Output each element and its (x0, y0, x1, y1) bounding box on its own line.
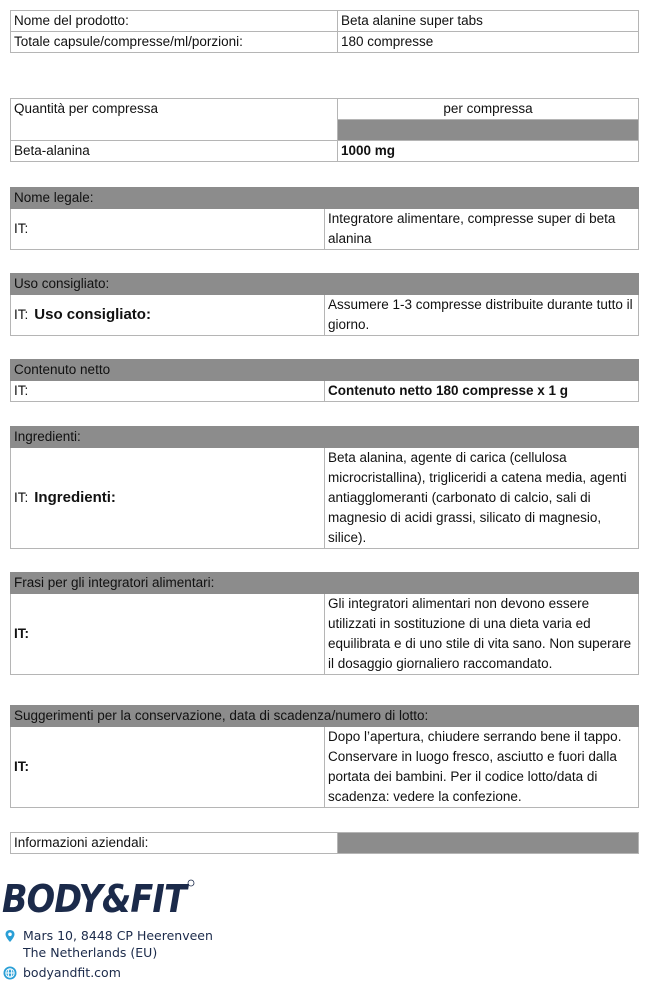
address-line1: Mars 10, 8448 CP Heerenveen (23, 928, 213, 943)
ingredients-title: Ingredienti: (11, 427, 639, 448)
usage-text: Assumere 1-3 compresse distribuite durante tutto il giorno. (325, 295, 639, 336)
ingredients-lang: IT: (14, 490, 29, 505)
storage-section (10, 705, 639, 808)
total-value: 180 compresse (338, 32, 639, 53)
company-section (10, 832, 639, 854)
ingredient-name: Beta-alanina (11, 141, 338, 162)
nutrition-header-left: Quantità per compressa (11, 99, 338, 141)
storage-text: Dopo l’apertura, chiudere serrando bene il tappo. Conservare in luogo fresco, asciutto e fuori dalla portata dei bambini. Per il codice lotto/data di scadenza: vedere la confezione. (325, 727, 639, 808)
total-label: Totale capsule/compresse/ml/porzioni: (11, 32, 338, 53)
ingredient-amount: 1000 mg (338, 141, 639, 162)
nutrition-header-grey (338, 120, 639, 141)
legal-name-text: Integratore alimentare, compresse super di beta alanina (325, 209, 639, 250)
net-content-lang: IT: (11, 381, 325, 402)
registered-mark-icon (188, 880, 194, 886)
storage-lang: IT: (11, 727, 325, 808)
address-line2: The Netherlands (EU) (23, 945, 158, 960)
website-link[interactable]: bodyandfit.com (23, 965, 121, 980)
legal-name-section (10, 187, 639, 250)
company-grey-cell (338, 833, 639, 854)
body-and-fit-logo (2, 874, 212, 918)
logo-text: BODY&FIT (2, 877, 190, 918)
net-content-title: Contenuto netto (11, 360, 639, 381)
product-table (10, 10, 639, 53)
globe-icon (3, 966, 17, 980)
legal-name-lang: IT: (11, 209, 325, 250)
usage-lang: IT: (14, 307, 29, 322)
ingredients-label-cell (11, 448, 325, 549)
ingredients-label: Ingredienti: (34, 489, 116, 506)
usage-label: Uso consigliato: (34, 306, 151, 323)
company-address (3, 927, 213, 981)
address-row (3, 927, 213, 944)
usage-title: Uso consigliato: (11, 274, 639, 295)
product-name-label: Nome del prodotto: (11, 11, 338, 32)
phrases-text: Gli integratori alimentari non devono essere utilizzati in sostituzione di una dieta varia ed equilibrata e di uno stile di vita sano. Non superare il dosaggio giornaliero raccomandato. (325, 594, 639, 675)
website-row (3, 964, 213, 981)
storage-title: Suggerimenti per la conservazione, data di scadenza/numero di lotto: (11, 706, 639, 727)
nutrition-header-right: per compressa (338, 99, 639, 120)
phrases-section (10, 572, 639, 675)
legal-name-title: Nome legale: (11, 188, 639, 209)
product-name-value: Beta alanine super tabs (338, 11, 639, 32)
net-content-text: Contenuto netto 180 compresse x 1 g (325, 381, 639, 402)
ingredients-text: Beta alanina, agente di carica (cellulosa microcristallina), trigliceridi a catena media, agenti antiagglomeranti (carbonato di calcio, sali di magnesio di acidi grassi, silicato di magnesio, silice). (325, 448, 639, 549)
company-title: Informazioni aziendali: (11, 833, 338, 854)
phrases-lang: IT: (11, 594, 325, 675)
usage-label-cell (11, 295, 325, 336)
nutrition-table (10, 98, 639, 162)
location-pin-icon (3, 929, 17, 943)
usage-section (10, 273, 639, 336)
net-content-section (10, 359, 639, 402)
phrases-title: Frasi per gli integratori alimentari: (11, 573, 639, 594)
ingredients-section (10, 426, 639, 549)
